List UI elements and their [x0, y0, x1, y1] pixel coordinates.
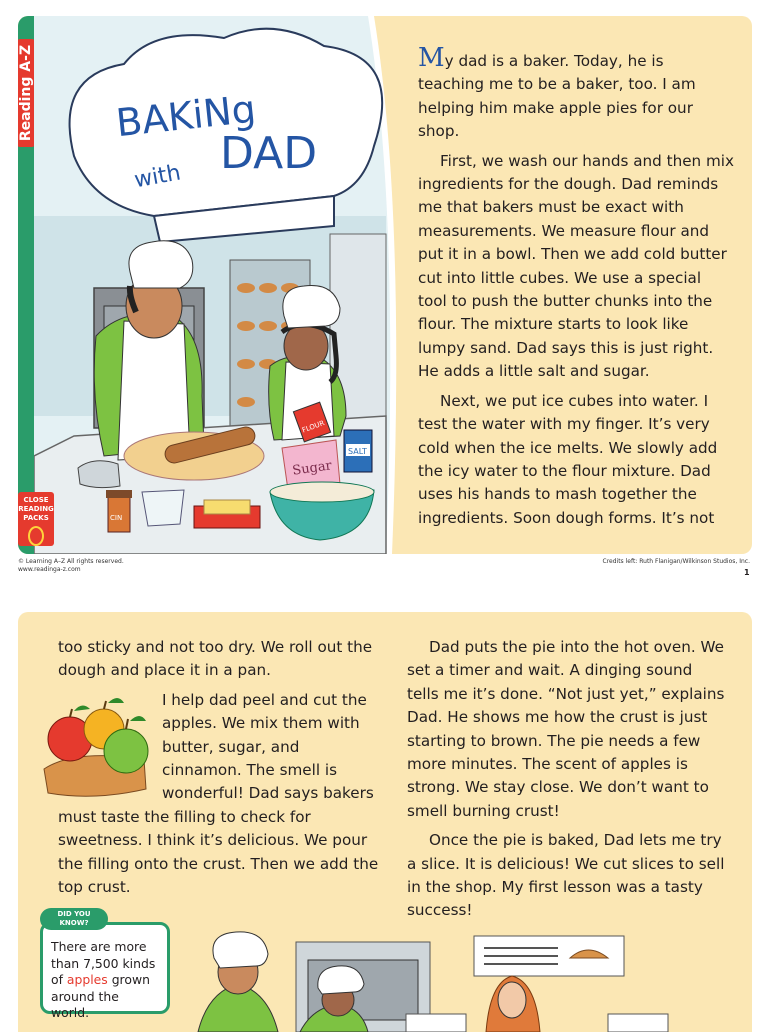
page1-story-text: [418, 43, 735, 536]
apples-illustration: [34, 689, 154, 804]
paragraph-1-text: y dad is a baker. Today, he is teaching me to be a baker, too. I am helping him make apple pies for our shop.: [418, 52, 696, 141]
page2-left-column: [58, 636, 380, 899]
did-you-know-box: [40, 908, 172, 1020]
cover-title-baking: BAKiNg: [113, 86, 258, 146]
svg-text:FLOUR: FLOUR: [301, 419, 326, 435]
website-line: www.readinga-z.com: [18, 566, 81, 573]
paragraph-2: First, we wash our hands and then mix ingredients for the dough. Dad reminds me that bakers must be exact with measurements. We measure flour and put it in a bowl. Then we add cold butter cut into little cubes. We use a special tool to push the butter chunks into the flour. The mixture starts to look like lumpy sand. Dad says this is just right. He adds a little salt and sugar.: [418, 151, 735, 381]
svg-text:Sugar: Sugar: [291, 458, 333, 479]
cover-illustration: [34, 16, 406, 554]
badge-line1: CLOSE: [23, 496, 49, 504]
page-number: 1: [744, 568, 750, 577]
did-you-know-tag: [40, 908, 108, 930]
badge-line2: READING: [18, 505, 54, 513]
left-paragraph-2-text: I help dad peel and cut the apples. We mix them with butter, sugar, and cinnamon. The smell is wonderful! Dad says bakers must taste the filling to check for sweetness. I think it’s delicious. We pour the filling onto the crust. Then we add the top crust.: [58, 690, 379, 897]
fact-highlight: apples: [66, 972, 108, 987]
story-page-2: [18, 612, 752, 1032]
copyright-line: © Learning A–Z All rights reserved.: [18, 558, 124, 565]
right-paragraph-1: Dad puts the pie into the hot oven. We set a timer and wait. A dinging sound tells me it’s done. “Not just yet,” explains Dad. He shows me how the crust is just starting to brown. The pie needs a few more minutes. The scent of apples is strong. We stay close. We don’t want to smell burning crust!: [407, 638, 725, 820]
page2-right-column: [407, 636, 727, 929]
svg-text:SALT: SALT: [348, 447, 367, 456]
svg-text:CIN: CIN: [110, 514, 123, 522]
cover-title-dad: DAD: [220, 128, 318, 179]
tag-line1: DID YOU: [57, 910, 91, 918]
drop-cap: M: [418, 43, 445, 73]
fact-text-start: There are more than 7,500 kinds of: [51, 939, 156, 987]
left-paragraph-1: too sticky and not too dry. We roll out the dough and place it in a pan.: [58, 638, 373, 680]
paragraph-1: [418, 43, 734, 144]
story-page-1: [18, 16, 752, 554]
left-paragraph-2: [58, 689, 380, 900]
bakery-shop-illustration: [178, 912, 752, 1032]
fact-text-end: grown around the world.: [51, 972, 150, 1020]
right-paragraph-2: Once the pie is baked, Dad lets me try a slice. It is delicious! We cut slices to sell in the shop. My first lesson was a tasty success!: [407, 831, 725, 920]
magnifier-icon: [28, 526, 44, 546]
cover-title-with: with: [132, 160, 183, 194]
tag-line2: KNOW?: [59, 919, 89, 927]
did-you-know-text: [40, 922, 170, 1020]
image-credits: Credits left: Ruth Flanigan/Wilkinson Studios, Inc.: [602, 558, 750, 565]
paragraph-3: Next, we put ice cubes into water. I test the water with my finger. It’s very cold when the ice melts. We slowly add the icy water to the flour mixture. Dad uses his hands to mash together the ingredients. Soon dough forms. It’s not: [418, 391, 718, 527]
brand-label: Reading A-Z: [18, 39, 35, 147]
badge-line3: PACKS: [23, 514, 49, 522]
close-reading-packs-badge: [18, 492, 54, 546]
copyright-notice: [18, 558, 124, 574]
